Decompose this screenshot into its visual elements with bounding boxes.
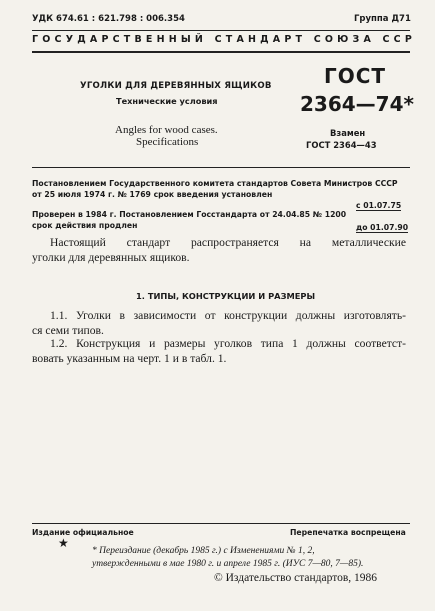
banner-rule [32,51,410,53]
paragraph-1-1 [32,309,406,338]
doc-title: УГОЛКИ ДЛЯ ДЕРЕВЯННЫХ ЯЩИКОВ [80,81,272,91]
decree-date2: до 01.07.90 [356,223,409,232]
decree-line3: Проверен в 1984 г. Постановлением Госстандарта от 24.04.85 № 1200 [32,210,347,219]
reissue-line1: * Переиздание (декабрь 1985 г.) с Изменениями № 1, 2, [92,546,315,556]
gost-label: ГОСТ [324,64,387,88]
replaces-label: Взамен [330,128,366,138]
decree-date1: с 01.07.75 [356,201,402,210]
english-title-line2: Specifications [136,136,199,148]
gost-number: 2364—74* [300,92,414,116]
top-rule [32,30,410,31]
decree-line2: от 25 июля 1974 г. № 1769 срок введения установлен [32,190,273,199]
intro-paragraph [32,236,406,265]
replaces-value: ГОСТ 2364—43 [306,140,377,150]
title-rule [32,167,410,168]
doc-subtitle: Технические условия [116,96,218,106]
p11-line1: 1.1. Уголки в зависимости от конструкции должны изготовлять- [50,309,406,322]
intro-line2: уголки для деревянных ящиков. [32,250,190,264]
copyright: © Издательство стандартов, 1986 [214,572,378,584]
reprint-prohibited: Перепечатка воспрещена [290,528,406,537]
paragraph-1-2 [32,337,406,366]
section-title: 1. ТИПЫ, КОНСТРУКЦИИ И РАЗМЕРЫ [136,291,316,301]
reissue-line2: утвержденными в мае 1980 г. и апреле 1985 г. (ИУС 7—80, 7—85). [92,559,364,569]
footer-rule [32,523,410,524]
star-mark: ★ [58,536,69,550]
p12-line1: 1.2. Конструкция и размеры уголков типа 1 должны соответст- [50,337,406,350]
official-edition: Издание официальное [32,528,134,537]
p12-line2: вовать указанным на черт. 1 и в табл. 1. [32,351,227,365]
group-code: Группа Д71 [354,14,411,24]
decree-line4: срок действия продлен [32,221,138,230]
p11-line2: ся семи типов. [32,323,104,337]
english-title-line1: Angles for wood cases. [115,124,218,136]
decree-line1: Постановлением Государственного комитета стандартов Совета Министров СССР [32,179,398,188]
intro-line1: Настоящий стандарт распространяется на металлические [50,236,406,249]
standard-banner: ГОСУДАРСТВЕННЫЙ СТАНДАРТ СОЮЗА ССР [32,34,417,45]
udk-code: УДК 674.61 : 621.798 : 006.354 [32,14,185,24]
